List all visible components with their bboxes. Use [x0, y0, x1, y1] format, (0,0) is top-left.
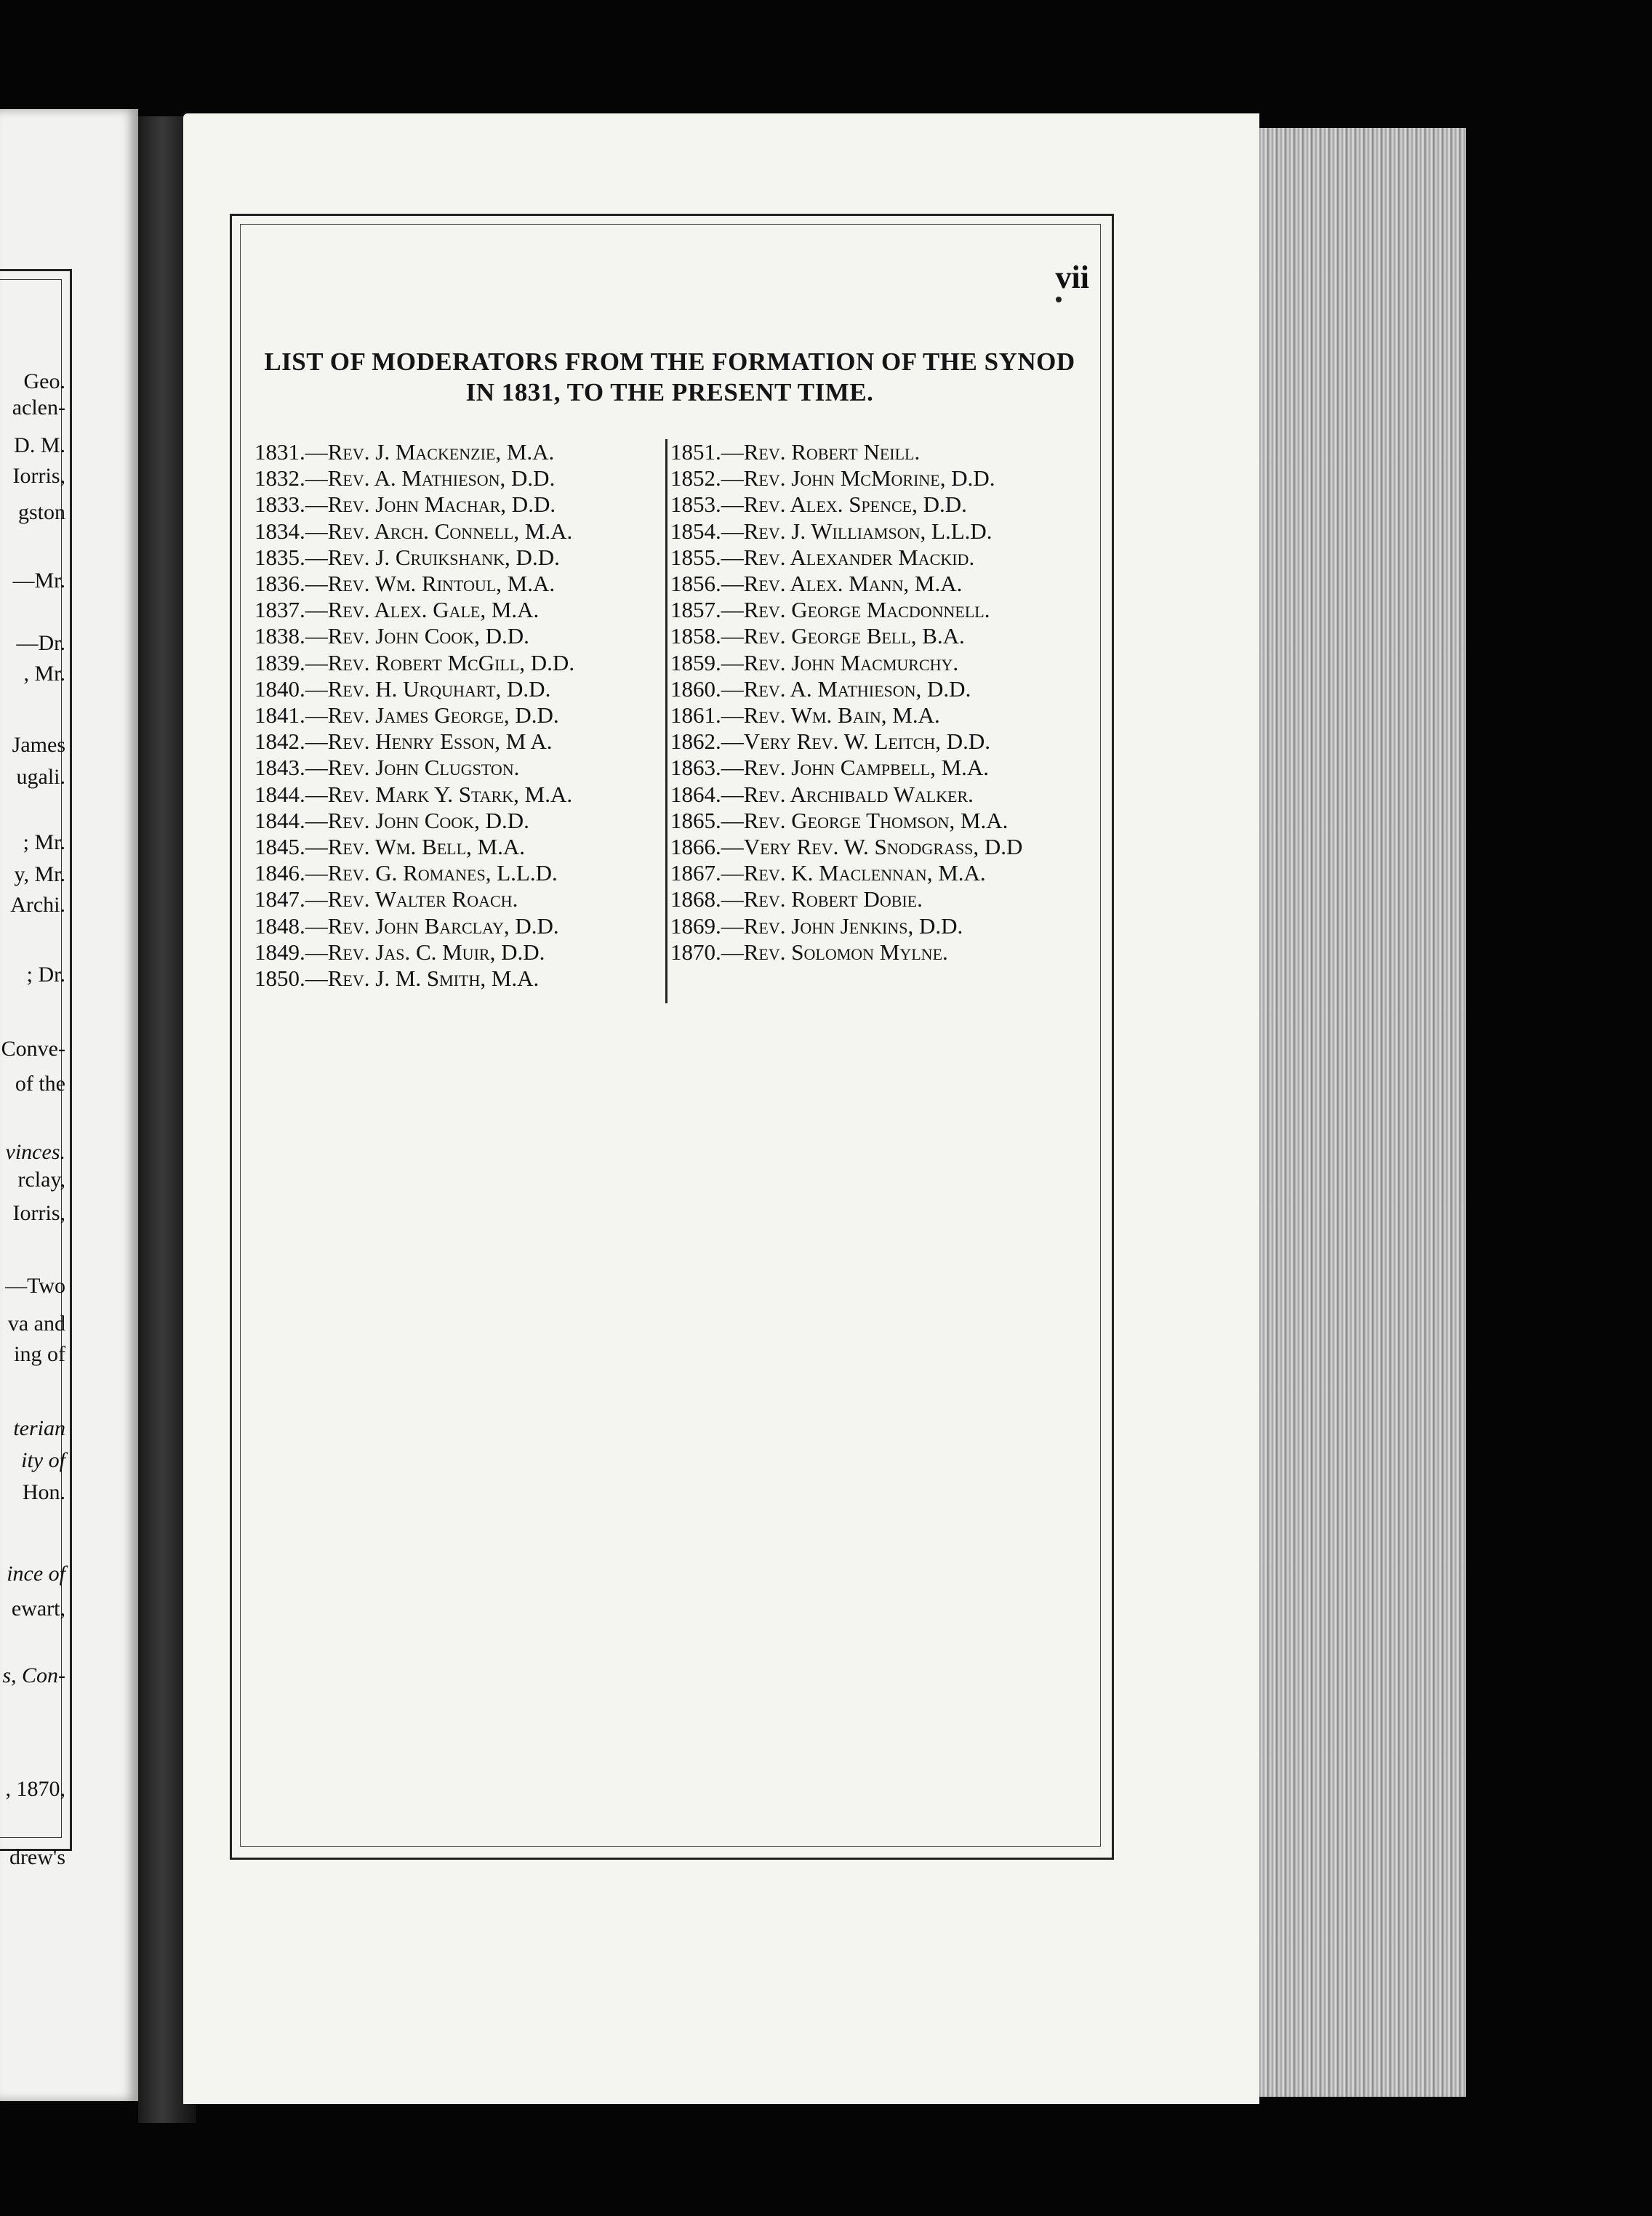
moderator-entry: 1865.—Rev. George Thomson, M.A. [670, 807, 1009, 833]
moderator-entry: 1867.—Rev. K. Maclennan, M.A. [670, 860, 986, 886]
moderator-entry: 1856.—Rev. Alex. Mann, M.A. [670, 571, 963, 596]
page-number-dot [1056, 297, 1062, 302]
left-page-text-fragment: —Two [5, 1274, 65, 1298]
moderator-entry: 1860.—Rev. A. Mathieson, D.D. [670, 675, 971, 702]
moderator-entry: 1836.—Rev. Wm. Rintoul, M.A. [254, 571, 556, 596]
moderator-entry: 1857.—Rev. George Macdonnell. [670, 597, 990, 623]
left-page-text-fragment: aclen- [12, 396, 65, 419]
moderator-entry: 1862.—Very Rev. W. Leitch, D.D. [670, 728, 991, 755]
moderator-entry: 1849.—Rev. Jas. C. Muir, D.D. [254, 939, 545, 965]
left-page-text-fragment: D. M. [14, 433, 65, 457]
left-page-text-fragment: terian [13, 1416, 65, 1440]
moderator-entry: 1851.—Rev. Robert Neill. [670, 439, 921, 465]
left-page-text-fragment: , Mr. [23, 662, 65, 686]
title-line-1: LIST OF MODERATORS FROM THE FORMATION OF THE SYNOD [264, 348, 1075, 376]
left-page-text-fragment: ince of [7, 1562, 65, 1586]
left-page-text-fragment: ity of [21, 1448, 65, 1472]
moderator-entry: 1863.—Rev. John Campbell, M.A. [670, 755, 990, 781]
left-page-text-fragment: drew's [9, 1845, 65, 1869]
moderator-entry: 1859.—Rev. John Macmurchy. [670, 649, 959, 675]
moderator-entry: 1848.—Rev. John Barclay, D.D. [254, 912, 559, 939]
moderator-entry: 1869.—Rev. John Jenkins, D.D. [670, 912, 963, 939]
left-page-text-fragment: —Mr. [12, 569, 65, 593]
left-page-fragment [0, 109, 138, 2101]
left-page-text-fragment: Conve- [1, 1037, 65, 1061]
moderator-entry: 1835.—Rev. J. Cruikshank, D.D. [254, 544, 560, 570]
moderator-entry: 1855.—Rev. Alexander Mackid. [670, 544, 975, 570]
left-page-text-fragment: Hon. [22, 1480, 65, 1504]
moderator-entry: 1834.—Rev. Arch. Connell, M.A. [254, 518, 573, 544]
left-page-text-fragment: of the [15, 1072, 65, 1096]
left-page-text-fragment: vinces. [5, 1140, 65, 1164]
left-page-text-fragment: s, Con- [2, 1663, 65, 1687]
left-page-text-fragment: James [12, 733, 65, 757]
left-page-text-fragment: Geo. [23, 369, 65, 393]
moderator-entry: 1842.—Rev. Henry Esson, M A. [254, 728, 553, 755]
moderator-entry: 1832.—Rev. A. Mathieson, D.D. [254, 465, 556, 491]
moderator-entry: 1853.—Rev. Alex. Spence, D.D. [670, 491, 967, 518]
moderator-entry: 1870.—Rev. Solomon Mylne. [670, 939, 948, 965]
moderator-entry: 1850.—Rev. J. M. Smith, M.A. [254, 966, 540, 991]
left-page-text-fragment: ugali. [16, 765, 65, 789]
left-page-text-fragment: —Dr. [16, 631, 65, 655]
moderator-entry: 1861.—Rev. Wm. Bain, M.A. [670, 702, 940, 728]
left-page-text-fragment: ewart, [11, 1597, 65, 1621]
moderator-entry: 1866.—Very Rev. W. Snodgrass, D.D [670, 834, 1023, 859]
page-edges [1259, 128, 1466, 2097]
moderator-entry: 1844.—Rev. John Cook, D.D. [254, 807, 529, 833]
moderator-entry: 1864.—Rev. Archibald Walker. [670, 781, 974, 807]
left-page-text-fragment: rclay, [17, 1168, 65, 1192]
left-page-text-fragment: y, Mr. [14, 862, 65, 886]
moderator-entry: 1831.—Rev. J. Mackenzie, M.A. [254, 439, 555, 465]
moderator-entry: 1838.—Rev. John Cook, D.D. [254, 623, 529, 649]
moderator-entry: 1845.—Rev. Wm. Bell, M.A. [254, 834, 525, 859]
moderator-entry: 1839.—Rev. Robert McGill, D.D. [254, 649, 575, 675]
moderator-entry: 1847.—Rev. Walter Roach. [254, 886, 518, 912]
moderator-entry: 1841.—Rev. James George, D.D. [254, 702, 559, 728]
left-page-text-fragment: , 1870, [5, 1777, 65, 1801]
left-page-text-fragment: Iorris, [12, 464, 65, 488]
page-number: vii [1055, 260, 1089, 295]
moderator-entry: 1846.—Rev. G. Romanes, L.L.D. [254, 860, 558, 886]
left-page-text-fragment: gston [17, 500, 65, 524]
left-page-text-fragment: ; Dr. [26, 963, 65, 987]
moderator-entry: 1837.—Rev. Alex. Gale, M.A. [254, 597, 540, 623]
left-page-text-fragment: ing of [14, 1342, 65, 1366]
title-line-2: IN 1831, TO THE PRESENT TIME. [465, 378, 874, 406]
left-page-text-fragment: Archi. [10, 893, 65, 917]
moderator-entry: 1858.—Rev. George Bell, B.A. [670, 623, 965, 649]
moderator-entry: 1840.—Rev. H. Urquhart, D.D. [254, 675, 551, 702]
moderator-entry: 1854.—Rev. J. Williamson, L.L.D. [670, 518, 993, 544]
left-page-text-fragment: Iorris, [12, 1201, 65, 1225]
left-page-text-fragment: va and [7, 1312, 65, 1336]
moderator-entry: 1844.—Rev. Mark Y. Stark, M.A. [254, 781, 573, 807]
moderator-entry: 1852.—Rev. John McMorine, D.D. [670, 465, 995, 491]
moderator-entry: 1868.—Rev. Robert Dobie. [670, 886, 923, 912]
moderator-entry: 1843.—Rev. John Clugston. [254, 755, 520, 781]
left-page-text-fragment: ; Mr. [23, 830, 65, 854]
column-divider [665, 439, 667, 1003]
moderator-entry: 1833.—Rev. John Machar, D.D. [254, 491, 556, 518]
